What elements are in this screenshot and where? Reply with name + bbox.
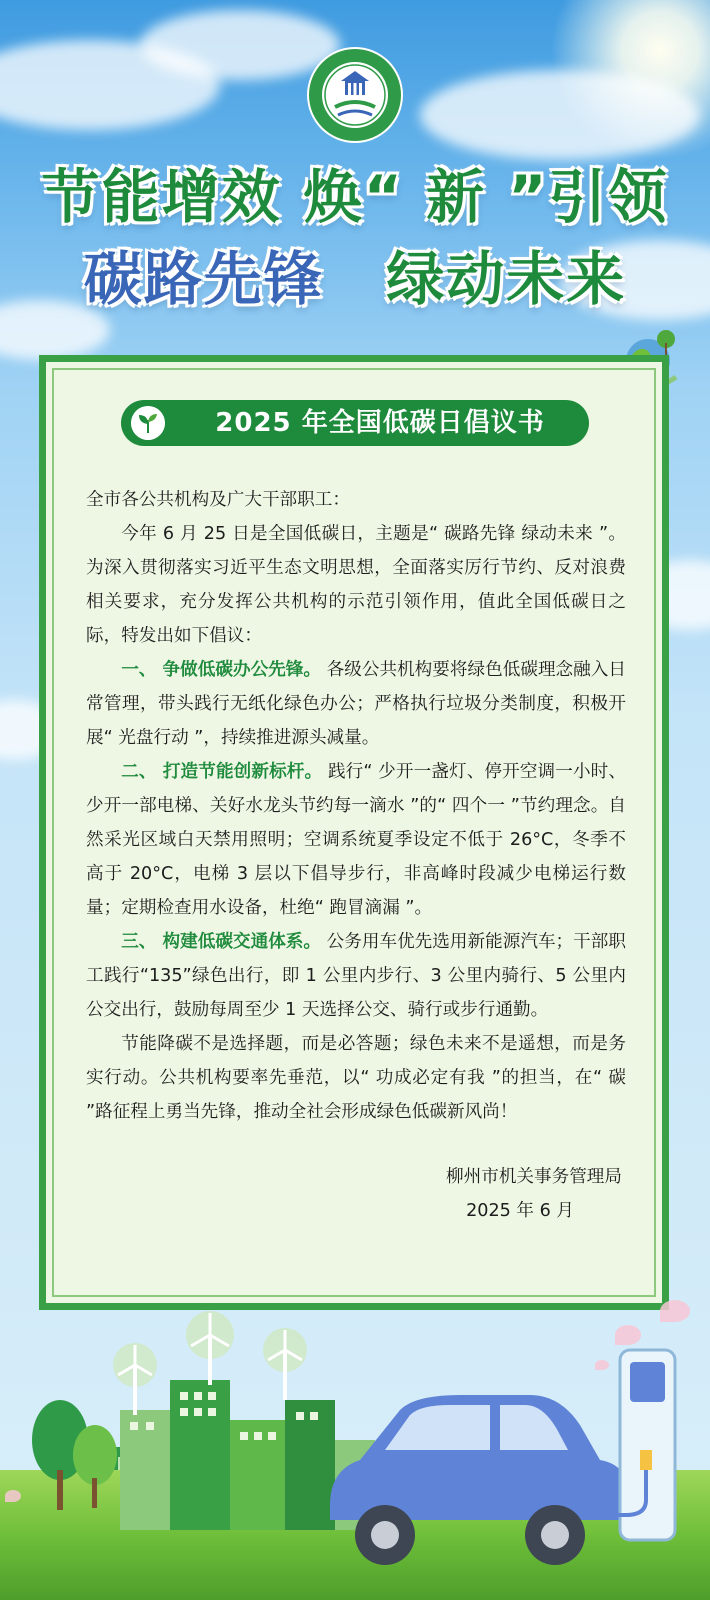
main-title-part-1: 碳路先锋 bbox=[83, 245, 324, 313]
salutation: 全市各公共机构及广大干部职工： bbox=[86, 490, 350, 510]
wind-turbine-icon bbox=[113, 1343, 157, 1415]
proposal-item-body: 践行“ 少开一盏灯、停开空调一小时、少开一部电梯、关好水龙头节约每一滴水 ”的“ 四个一 ”节约理念。自然采光区域白天禁用照明；空调系统夏季设定不低于 26°C，冬季不高于 20°C，电梯 3 层以下倡导步行，非高峰时段减少电梯运行数量；定期检查用水设备，杜绝“ 跑冒滴漏 ”。 bbox=[86, 762, 626, 918]
signature-block bbox=[446, 1160, 622, 1228]
banner-title: 2025 年全国低碳日倡议书 bbox=[215, 408, 545, 438]
wind-turbine-icon bbox=[186, 1311, 234, 1385]
proposal-item-heading: 二、 打造节能创新标杆。 bbox=[121, 762, 323, 782]
petal bbox=[5, 1490, 21, 1502]
intro-paragraph: 今年 6 月 25 日是全国低碳日，主题是“ 碳路先锋 绿动未来 ”。为深入贯彻落实习近平生态文明思想，全面落实厉行节约、反对浪费相关要求，充分发挥公共机构的示范引领作用，值此全国低碳日之际，特发出如下倡议： bbox=[86, 524, 626, 646]
leaf-icon bbox=[131, 406, 165, 440]
petal bbox=[615, 1325, 641, 1345]
organization-logo bbox=[305, 45, 405, 145]
signature-organization: 柳州市机关事务管理局 bbox=[446, 1167, 622, 1187]
proposal-item bbox=[86, 653, 626, 755]
closing-paragraph: 节能降碳不是选择题，而是必答题；绿色未来不是遥想，而是务实行动。公共机构要率先垂范，以“ 功成必定有我 ”的担当，在“ 碳 ”路征程上勇当先锋，推动全社会形成绿色低碳新风尚！ bbox=[86, 1034, 626, 1122]
proposal-item-body: 公务用车优先选用新能源汽车；干部职工践行“135”绿色出行，即 1 公里内步行、3 公里内骑行、5 公里内公交出行，鼓励每周至少 1 天选择公交、骑行或步行通勤。 bbox=[86, 932, 626, 1020]
proposal-item-heading: 三、 构建低碳交通体系。 bbox=[121, 932, 322, 952]
main-title-line-1: 节能增效 焕“ 新 ”引领 bbox=[41, 163, 669, 231]
green-city-scene bbox=[0, 1300, 710, 1600]
wind-turbine-icon bbox=[263, 1328, 307, 1400]
cloud bbox=[420, 70, 700, 160]
petal bbox=[595, 1360, 609, 1370]
proposal-banner bbox=[121, 400, 589, 446]
proposal-board bbox=[39, 355, 669, 1310]
electric-car-icon bbox=[330, 1395, 630, 1565]
proposal-item-heading: 一、 争做低碳办公先锋。 bbox=[121, 660, 322, 680]
tree-icon bbox=[73, 1425, 117, 1508]
main-title-line-2 bbox=[0, 232, 710, 316]
petal bbox=[660, 1300, 690, 1322]
signature-date: 2025 年 6 月 bbox=[466, 1201, 574, 1221]
main-title-part-2: 绿动未来 bbox=[386, 245, 627, 313]
proposal-item bbox=[86, 755, 626, 925]
proposal-item bbox=[86, 925, 626, 1027]
proposal-item-body: 各级公共机构要将绿色低碳理念融入日常管理，带头践行无纸化绿色办公；严格执行垃圾分类制度，积极开展“ 光盘行动 ”，持续推进源头减量。 bbox=[86, 660, 626, 748]
proposal-letter bbox=[86, 483, 626, 1129]
